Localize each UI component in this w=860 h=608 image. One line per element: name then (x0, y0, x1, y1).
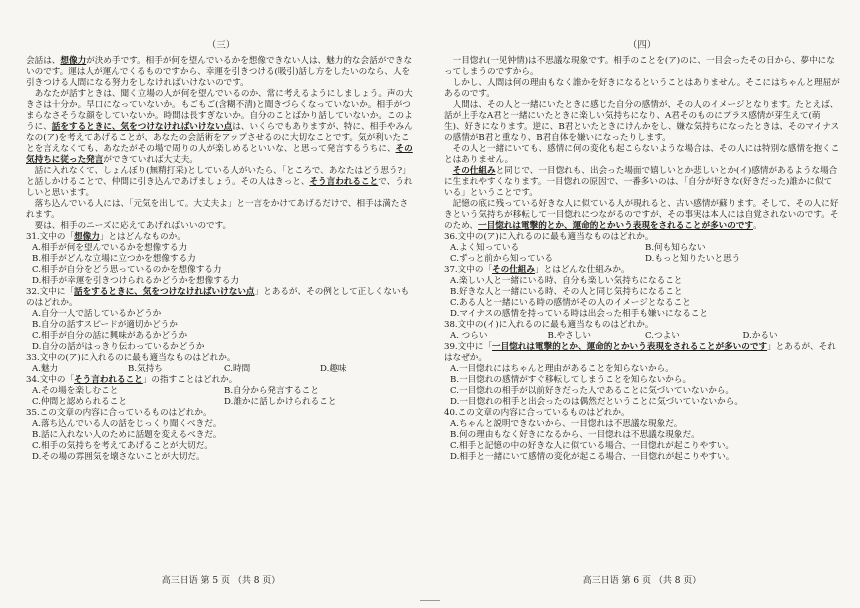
question-stem (26, 375, 416, 386)
text-run: で、うれしいと思います。 (26, 177, 413, 199)
answer-option: C.相手と記憶の中の好きな人に似ている場合、一目惚れが起こりやすい。 (450, 441, 735, 452)
text-run: 34.文中の「 (26, 375, 75, 386)
text-run: 33.文中の(ア)に入れるのに最も適当なものはどれか。 (26, 353, 236, 364)
answer-option: D.趣味 (320, 364, 347, 375)
underlined-phrase: そう言われること (74, 375, 143, 386)
text-run: その人と一緒にいても、感情に何の変化も起こらないような場合は、その人には特別な感情を抱くことはありません。 (444, 144, 840, 166)
right-page (444, 40, 840, 463)
paragraph (444, 144, 840, 166)
answer-option: D.自分の話がはっきり伝わっているかどうか (32, 342, 205, 353)
question (444, 342, 840, 408)
answer-option: D.かるい (742, 331, 778, 342)
answer-option: D.相手が幸運を引きつけられるかどうかを想像する力 (32, 276, 239, 287)
answer-option: A.よく知っている (450, 243, 520, 254)
section-title: （三） (206, 40, 236, 51)
answer-option: A. つらい (450, 331, 488, 342)
paragraph (26, 221, 416, 232)
answer-option: C.相手が自分をどう思っているのかを想像する力 (32, 265, 222, 276)
answer-option: C.相手の気持ちを考えてあげることが大切だ。 (32, 441, 213, 452)
underlined-phrase: 一目惚れは電撃的とか、運命的とかいう表現をされることが多いのです (492, 342, 768, 353)
answer-option: B.自分の話すスピードが適切かどうか (32, 320, 178, 331)
question (26, 408, 416, 463)
answer-option: B.気持ち (128, 364, 163, 375)
underlined-phrase: 話をするときに、気をつけなければいけない点 (74, 287, 255, 298)
answer-option: C.仲間と認められること (32, 397, 127, 408)
answer-option: C.ある人と一緒にいる時の感情がその人のイメージとなること (450, 298, 691, 309)
answer-option: A.ちゃんと説明できないから、一目惚れは不思議な現象だ。 (450, 419, 683, 430)
left-page (26, 40, 416, 463)
underlined-phrase: その仕組み (452, 166, 496, 177)
paragraph (444, 199, 840, 232)
text-run: 会話は、 (26, 56, 61, 67)
text-run: 38.文中の(イ)に入れるのに最も適当なものはどれか。 (444, 320, 654, 331)
text-run: 話に入れなくて、しょんぼり(無精打采)としている人がいたら、「ところで、あなたはどう思う?」と話しかけることで、仲間に引き込んであげましょう。その人はきっと、 (26, 166, 411, 188)
question (444, 232, 840, 265)
section-title: （四） (627, 40, 657, 51)
text-run: ができていれば大丈夫。 (103, 155, 198, 166)
text-run: 35.この文章の内容に合っているものはどれか。 (26, 408, 212, 419)
answer-option: A.その場を楽しむこと (32, 386, 119, 397)
answer-option: A.楽しい人と一緒にいる時、自分も楽しい気持ちになること (450, 276, 683, 287)
question (444, 408, 840, 463)
answer-option: D.マイナスの感情を持っている時は出会った相手も嫌いになること (450, 309, 709, 320)
answer-option: C.相手が自分の話に興味があるかどうか (32, 331, 188, 342)
answer-option: B.好きな人と一緒にいる時、その人と同じ気持ちになること (450, 287, 683, 298)
answer-option: B.自分から発言すること (224, 386, 319, 397)
question (26, 353, 416, 375)
answer-option-row (32, 397, 416, 408)
paragraph (444, 78, 840, 100)
text-run: 39.文中に「 (444, 342, 493, 353)
underlined-phrase: その仕組み (492, 265, 536, 276)
paragraph (26, 166, 416, 199)
answer-option: C.ずっと前から知っている (450, 254, 554, 265)
text-run: 一目惚れ(一见钟情)は不思議な現象です。相手のことを(ア)のに、一目会ったその日から、夢中になってしまうのですから。 (444, 56, 835, 78)
page-divider-mark (420, 600, 440, 601)
question-list (444, 232, 840, 463)
question-stem (26, 232, 416, 243)
text-run: 」とはどんなものか。 (99, 232, 186, 243)
underlined-phrase: 話をするときに、気をつけなければいけない点 (51, 122, 233, 133)
text-run: 。 (753, 221, 762, 232)
text-run: しかし、人間は何の理由もなく誰かを好きになるということはありません。そこにはちゃんと理屈があるのです。 (444, 78, 840, 100)
answer-option: D.その場の雰囲気を壊さないことが大切だ。 (32, 452, 205, 463)
text-run: 落ち込んでいる人には、「元気を出して。大丈夫よ」と一言をかけてあげるだけで、相手は満たされます。 (26, 199, 409, 221)
paragraph (444, 56, 840, 78)
text-run: 」とあるが、その例として正しくないものはどれか。 (26, 287, 410, 309)
answer-option: D.相手と一緒にいて感情の変化が起こる場合、一目惚れが起こりやすい。 (450, 452, 735, 463)
question-stem (444, 265, 840, 276)
answer-option-row (32, 386, 416, 397)
paragraph (26, 89, 416, 166)
paragraph (444, 166, 840, 199)
answer-option-row (32, 364, 416, 375)
text-run: 要は、相手のニーズに応えてあげればいいのです。 (34, 221, 232, 232)
question-stem (444, 232, 840, 243)
question (444, 265, 840, 320)
underlined-phrase: そう言われること (309, 177, 379, 188)
text-run: あなたが話すときは、聞く立場の人が何を望んでいるのか、常に考えるようにしましょう。声の大きさは十分か。早口になっていないか。もごもご(含糊不清)と聞きづらくなっていないか。相手がつまらなさそうな顔をしていないか。時間は長すぎないか。自分のことばかり話していないか。このように、 (26, 89, 413, 133)
underlined-phrase: その気持ちに従った発言 (26, 144, 413, 166)
answer-option: C.時間 (224, 364, 251, 375)
text-run: 40.この文章の内容に合っているものはどれか。 (444, 408, 630, 419)
text-run: 」とはどんな仕組みか。 (535, 265, 630, 276)
text-run: 31.文中の「 (26, 232, 75, 243)
question-stem (26, 287, 416, 309)
underlined-phrase: 想像力 (74, 232, 100, 243)
question-stem (26, 353, 416, 364)
answer-option-row (450, 254, 840, 265)
answer-option: D.一目惚れの相手と出会ったのは偶然だということに気づいていないから。 (450, 397, 743, 408)
underlined-phrase: 一目惚れは電撃的とか、運命的とかいう表現をされることが多いのです (478, 221, 754, 232)
answer-option: B.相手がどんな立場に立つかを想像する力 (32, 254, 196, 265)
text-run: 36.文中の(ア)に入れるのに最も適当なものはどれか。 (444, 232, 654, 243)
question-stem (444, 408, 840, 419)
passage (26, 56, 416, 232)
paragraph (26, 199, 416, 221)
answer-option: A.相手が何を望んでいるかを想像する力 (32, 243, 188, 254)
answer-option: B.話に入れない人のために話題を変えるべきだ。 (32, 430, 222, 441)
answer-option: A.魅力 (32, 364, 59, 375)
text-run: は、いくらでもありますが、特に、相手やみんなの(ア)を考えてあげることが、あなたの会話術をアップさせるのに大切なことです。気が利いたことを言えなくても、あなたがその場で周りの人が楽しめるといいな、と思って発言するうちに、 (26, 122, 413, 155)
answer-option: A.落ち込んでいる人の話をじっくり聞くべきだ。 (32, 419, 222, 430)
answer-option: C.一目惚れの相手が以前好きだった人であることに気づいていないから。 (450, 386, 735, 397)
answer-option: A.一目惚れにはちゃんと理由があることを知らないから。 (450, 364, 674, 375)
question (26, 375, 416, 408)
text-run: が決め手です。相手が何を望んでいるかを想像できない人は、魅力的な会話ができないのです。運は人が運んでくるものですから、幸運を引きつける(吸引)話し方をしたいのなら、人を引きつける人間になる努力をしなければいけないのです。 (26, 56, 413, 89)
answer-option: B.一目惚れの感情がすぐ移転してしまうことを知らないから。 (450, 375, 692, 386)
answer-option: A.自分一人で話しているかどうか (32, 309, 162, 320)
answer-option: D.もっと知りたいと思う (645, 254, 741, 265)
answer-option: B.やさしい (547, 331, 591, 342)
page-footer: 高三日语 第 6 页 （共 8 页） (582, 576, 702, 586)
paragraph (26, 56, 416, 89)
text-run: 32.文中に「 (26, 287, 75, 298)
text-run: 人間は、その人と一緒にいたときに感じた自分の感情が、その人のイメージとなります。たとえば、話が上手なA君と一緒にいたときに楽しい気持ちになり、A君そのものにプラス感情が芽生えて(萌生)、好きになります。逆に、B君といたときにけんかをし、嫌な気持ちになったときは、そのマイナスの感情がB君と重なり、B君自体を嫌いになったりします。 (444, 100, 840, 144)
text-run: 」の指すことはどれか。 (142, 375, 238, 386)
answer-option: D.誰かに話しかけられること (224, 397, 337, 408)
text-run: と同じで、一目惚れも、出会った場面で嬉しいとか悲しいとか(イ)感情があるような場合に生まれやすくなります。一目惚れの原因で、一番多いのは、「自分が好きな(好きだった)誰かに似ている」ということです。 (444, 166, 838, 199)
text-run: 記憶の底に残っている好きな人に似ている人が現れると、古い感情が蘇ります。そして、その人に好きという気持ちが移転して一目惚れにつながるのですが、その事実は本人には自覚されないのです。そのため、 (444, 199, 839, 232)
passage (444, 56, 840, 232)
question-stem (26, 408, 416, 419)
underlined-phrase: 想像力 (60, 56, 87, 67)
question (26, 232, 416, 287)
question (26, 287, 416, 353)
answer-option-row (450, 243, 840, 254)
text-run: 37.文中の「 (444, 265, 493, 276)
question (444, 320, 840, 342)
answer-option: C.つよい (645, 331, 680, 342)
answer-option: B.何の理由もなく好きになるから、一目惚れは不思議な現象だ。 (450, 430, 700, 441)
text-run: 」とあるが、それはなぜか。 (444, 342, 836, 364)
answer-option-row (450, 331, 840, 342)
question-list (26, 232, 416, 463)
question-stem (444, 320, 840, 331)
answer-option: B.何も知らない (645, 243, 706, 254)
page-footer: 高三日语 第 5 页 （共 8 页） (161, 576, 281, 586)
paragraph (444, 100, 840, 144)
question-stem (444, 342, 840, 364)
